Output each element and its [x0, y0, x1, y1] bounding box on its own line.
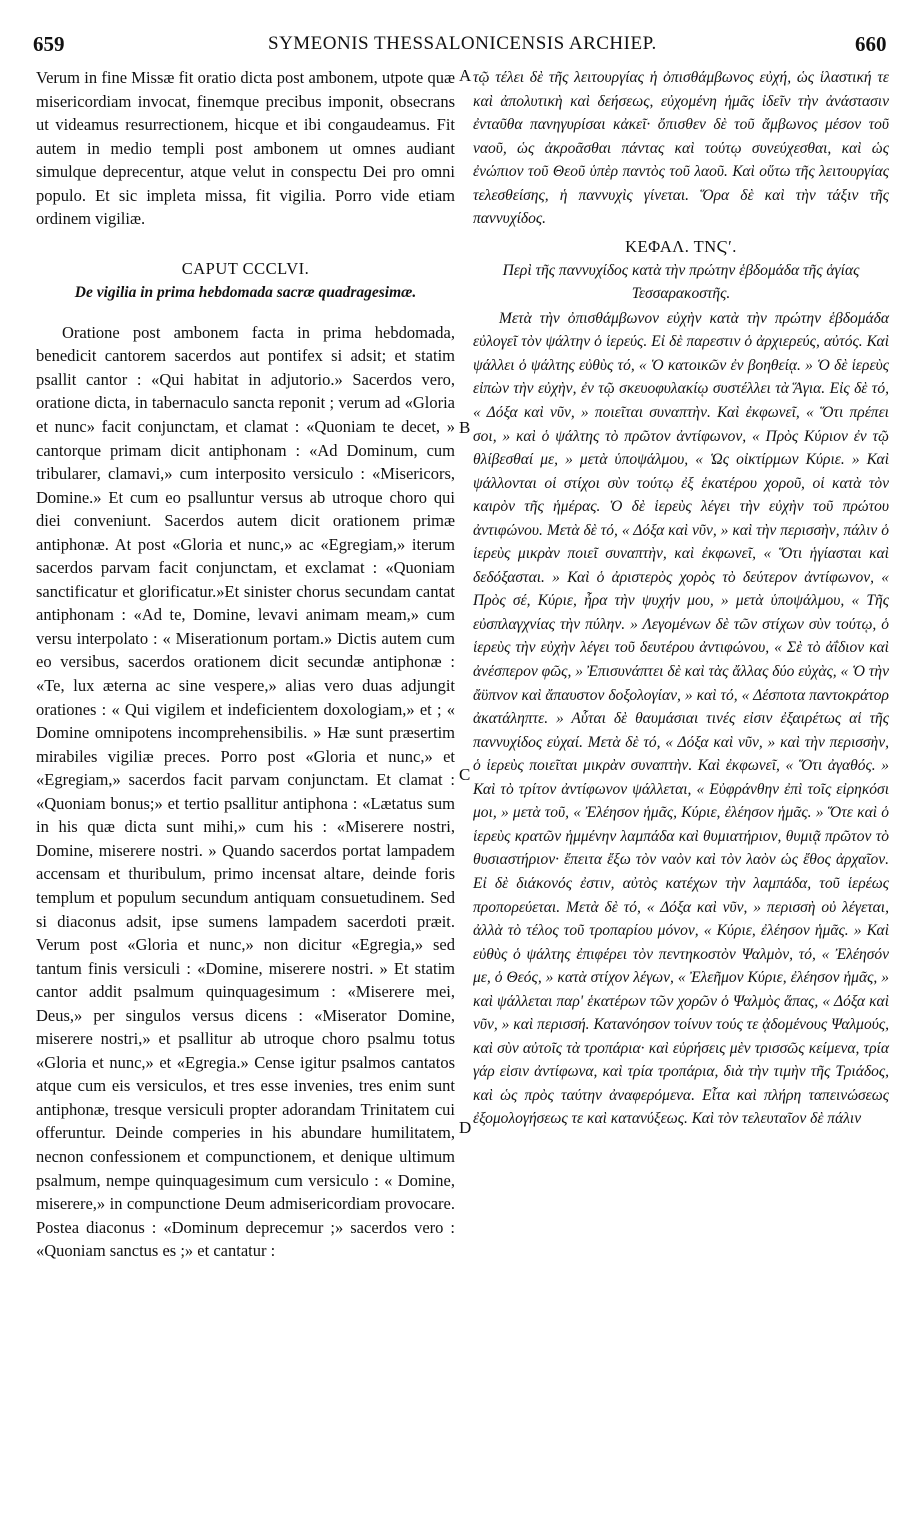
margin-marker-d: D [459, 1118, 472, 1137]
page-number-left: 659 [33, 32, 65, 56]
latin-intro-paragraph: Verum in fine Missæ fit oratio dicta post ambonem, utpote quæ misericordiam invocat, finemque precibus imponit, obsecrans ut videamus resurrectionem, hicque et ibi congaudeamus. Fit autem in medio templi post ambonem ut omnes audiant simulque deprecentur, atque velut in conspectu Dei pro omni populo. Et sic impleta missa, fit vigilia. Porro vide etiam ordinem vigiliæ. [36, 68, 455, 229]
greek-column [473, 66, 889, 1131]
running-title: SYMEONIS THESSALONICENSIS ARCHIEP. [268, 33, 657, 54]
margin-marker-a: A [459, 66, 472, 85]
greek-body-paragraph: Μετὰ τὴν ὀπισθάμβωνον εὐχὴν κατὰ τὴν πρώτην ἑβδομάδα εὐλογεῖ τὸν ψάλτην ὁ ἱερεύς. Εἰ δὲ παρεστιν ὁ ἀρχιερεύς, αὐτός. Καὶ ψάλλει ὁ ψάλτης εὐθὺς τό, « Ὁ κατοικῶν ἐν βοηθείᾳ. » Ὁ δὲ ἱερεὺς εἰπὼν τὴν εὐχὴν, ἐν τῷ σκευοφυλακίῳ συστέλλει τὰ Ἅγια. Εἰς δὲ τό, « Δόξα καὶ νῦν, » ποιεῖται συναπτὴν. Καὶ ἐκφωνεῖ, « Ὅτι πρέπει σοι, » καὶ ὁ ψάλτης τὸ πρῶτον ἀντίφωνον, « Πρὸς Κύριον ἐν τῷ θλίβεσθαί με, » μετὰ ὑποψάλμου, « Ὡς οἰκτίρμων Κύριε. » Καὶ ψάλλονται οἱ στίχοι σὺν τούτῳ ἐξ ἑκατέρου χοροῦ, οἱ κατὰ τὸν καιρὸν τῆς ἡμέρας. Ὁ δὲ ἱερεὺς λέγει τὴν εὐχὴν τοῦ πρώτου ἀντιφώνου. Μετὰ δὲ τό, « Δόξα καὶ νῦν, » καὶ τὴν περισσὴν, πάλιν ὁ ἱερεὺς μικρὰν ποιεῖ συναπτὴν, καὶ ἐκφωνεῖ, « Ὅτι ἡγίασται καὶ δεδόξασται. » Καὶ ὁ ἀριστερὸς χορὸς τὸ δεύτερον ἀντίφωνον, « Πρὸς σέ, Κύριε, ἦρα τὴν ψυχήν μου, » μετὰ ὑποψάλμου, « Τῆς εὐσπλαγχνίας τὴν πύλην. » Λεγομένων δὲ τῶν στίχων σὺν τούτῳ, ὁ ἱερεὺς τὴν εὐχὴν λέγει τοῦ δευτέρου ἀντιφώνου, « Σὲ τὸ ἀΐδιον καὶ ἀνέσπερον φῶς, » Ἐπισυνάπτει δὲ καὶ τὰς ἄλλας δύο εὐχὰς, « Ὁ τὴν ἄϋπνον καὶ ἄπαυστον δοξολογίαν, » καὶ τό, « Δέσποτα παντοκράτορ ἀκατάληπτε. » Αὗται δὲ θαυμάσιαι τινές εἰσιν ἐξαιρέτως αἱ τῆς παννυχίδος εὐχαί. Μετὰ δὲ τό, « Δόξα καὶ νῦν, » καὶ τὴν περισσὴν, ὁ ἱερεὺς ποιεῖται μικρὰν συναπτὴν. Καὶ ἐκφωνεῖ, « Ὅτι ἀγαθός. » Καὶ τὸ τρίτον ἀντίφωνον ψάλλεται, « Εὐφράνθην ἐπὶ τοῖς εἰρηκόσι μοι, » μετὰ τοῦ, « Ἐλέησον ἡμᾶς, Κύριε, ἐλέησον ἡμᾶς. » Ὅτε καὶ ὁ ἱερεὺς κρατῶν ἡμμένην λαμπάδα καὶ θυμιατήριον, θυμιᾷ πρῶτον τὸ θυσιαστήριον· ἔπειτα ἔξω τὸν ναὸν καὶ τὸν λαὸν ὡς ἔθος ἀρχαῖον. Εἰ δὲ διάκονός ἐστιν, αὐτὸς κατέχων τὴν λαμπάδα, τοῦ ἱερέως προπορεύεται. Μετὰ δὲ τό, « Δόξα καὶ νῦν, » περισσὴ οὐ λέγεται, ἀλλὰ τὸ τέλος τοῦ τροπαρίου μόνον, « Κύριε, ἐλέησον ἡμᾶς. » Καὶ εὐθὺς ὁ ψάλτης ἐπιφέρει τὸν πεντηκοστὸν Ψαλμὸν, τό, « Ἐλέησόν με, ὁ Θεός, » κατὰ στίχον λέγων, « Ἐλεῆμον Κύριε, ἐλέησον ἡμᾶς, » καὶ ψάλλεται παρ' ἑκατέρων τῶν χορῶν ὁ Ψαλμὸς ἅπας, « Δόξα καὶ νῦν, » καὶ περισσή. Κατανόησον τοίνυν τούς τε ᾀδομένους Ψαλμούς, καὶ σὺν αὐτοῖς τὰ τροπάρια· καὶ εὑρήσεις μὲν τρισσῶς κείμενα, τρία γάρ εἰσιν ἀντίφωνα, καὶ τρία τροπάρια, διὰ τὴν τιμὴν τῆς Τριάδος, καὶ ὡς πρὸς ταύτην ἀναφερόμενα. Εἶτα καὶ πλήρη ταπεινώσεως ἐξομολογήσεως τε καὶ κατανύξεως. Καὶ τὸν τελευταῖον δὲ πάλιν [473, 309, 889, 1128]
margin-marker-c: C [459, 765, 471, 784]
latin-chapter-title: De vigilia in prima hebdomada sacræ quadragesimæ. [74, 283, 417, 301]
latin-column [36, 66, 455, 1263]
page-number-right: 660 [855, 32, 887, 56]
latin-body-paragraph: Oratione post ambonem facta in prima hebdomada, benedicit cantorem sacerdos aut pontifex si adsit; et statim psallit cantor : «Qui habitat in adjutorio.» Sacerdos vero, oratione dicta, in tabernaculo sancta reponit ; verum ad «Gloria et nunc» facit conjunctam, et clamat : «Quoniam te decet, » cantorque primam dicit antiphonam : «Ad Dominum, cum tribularer, clamavi,» cum interposito versiculo : «Misericors, Domine.» Et cum eo psalluntur versus ab utroque choro qui diei conveniunt. Sacerdos autem dicit orationem primæ antiphonæ. At post «Gloria et nunc,» ac «Egregiam,» iterum sacerdos parvam facit conjunctam, et exclamat : «Quoniam sanctificatur et glorificatur.»Et sinister chorus secundam cantat antiphonam : «Ad te, Domine, levavi animam meam,» cum versu interpolato : « Miserationum portam.» Dictis autem cum eo versibus, sacerdos orationem dicit secundæ antiphonæ : «Te, lux æterna ac sine vespere,» alias vero duas adjungit orationes : « Qui vigilem et indeficientem doxologiam,» et ; « Domine omnipotens incomprehensibilis. » Hæ sunt præsertim mirabiles vigiliæ preces. Porro post «Gloria et nunc,» et «Egregiam,» sacerdos facit parvam conjunctam. Et clamat : «Quoniam bonus;» et tertio psallitur antiphona : «Lætatus sum in his quæ dicta sunt mihi,» cum his : «Miserere nostri, Domine, miserere nostri. » Quando sacerdos portat lampadem accensam et thuribulum, primo incensat altare, deinde foris templum et populum secundum antiquam consuetudinem. Sed si diaconus adsit, ipse sumens lampadem sacerdoti præit. Verum post «Gloria et nunc,» non dicitur «Egregia,» sed tantum finis versiculi : «Domine, miserere nostri. » Et statim cantor addit psalmum quinquagesimum : «Miserere mei, Deus,» per singulos versus dicens : «Miserator Domine, miserere nostri,» et psallitur ab utroque choro psalmu totus «Gloria et nunc,» et «Egregia.» Cense igitur psalmos cantatos atque cum eis versiculos, et tres esse invenies, tres enim sunt antiphonæ, tresque versiculi propter adorandam Trinitatem cui offeruntur. Deinde comperies in his abundare humilitatem, necnon confessionem et compunctionem, et denique ultimum psalmum, nempe quinquagesimum cum versiculo : « Domine, miserere,» in compunctione Deum admisericordiam provocare. Postea diaconus : «Dominum deprecemur ;» sacerdos vero : «Quoniam sanctus es ;» et cantatur : [36, 322, 455, 1261]
greek-chapter-title: Περὶ τῆς παννυχίδος κατὰ τὴν πρώτην ἑβδομάδα τῆς ἁγίας Τεσσαρακοστῆς. [502, 261, 860, 302]
greek-intro-paragraph: τῷ τέλει δὲ τῆς λειτουργίας ἡ ὀπισθάμβωνος εὐχή, ὡς ἱλαστική τε καὶ ἀπολυτικὴ καὶ δεήσεως, εὐχομένη ἡμᾶς ἰδεῖν τὴν ἀνάστασιν ἐνταῦθα πανηγυρίσαι κἀκεῖ· ὄπισθεν δὲ τοῦ ἄμβωνος μέσον τοῦ ναοῦ, ὡς ἀκροᾶσθαι πάντας καὶ τούτῳ συνεύχεσθαι, καὶ ὡς ἐνώπιον τοῦ Θεοῦ ὑπὲρ παντὸς τοῦ λαοῦ. Καὶ οὕτω τῆς λειτουργίας τελεσθείσης, ἡ παννυχὶς γίνεται. Ὅρα δὲ καὶ τὴν τάξιν τῆς παννυχίδος. [473, 69, 889, 228]
latin-chapter-heading: CAPUT CCCLVI. [181, 258, 310, 278]
page-header [0, 0, 913, 56]
greek-chapter-heading: ΚΕΦΑΛ. ΤΝϚʹ. [625, 236, 737, 256]
margin-marker-b: B [459, 418, 471, 437]
